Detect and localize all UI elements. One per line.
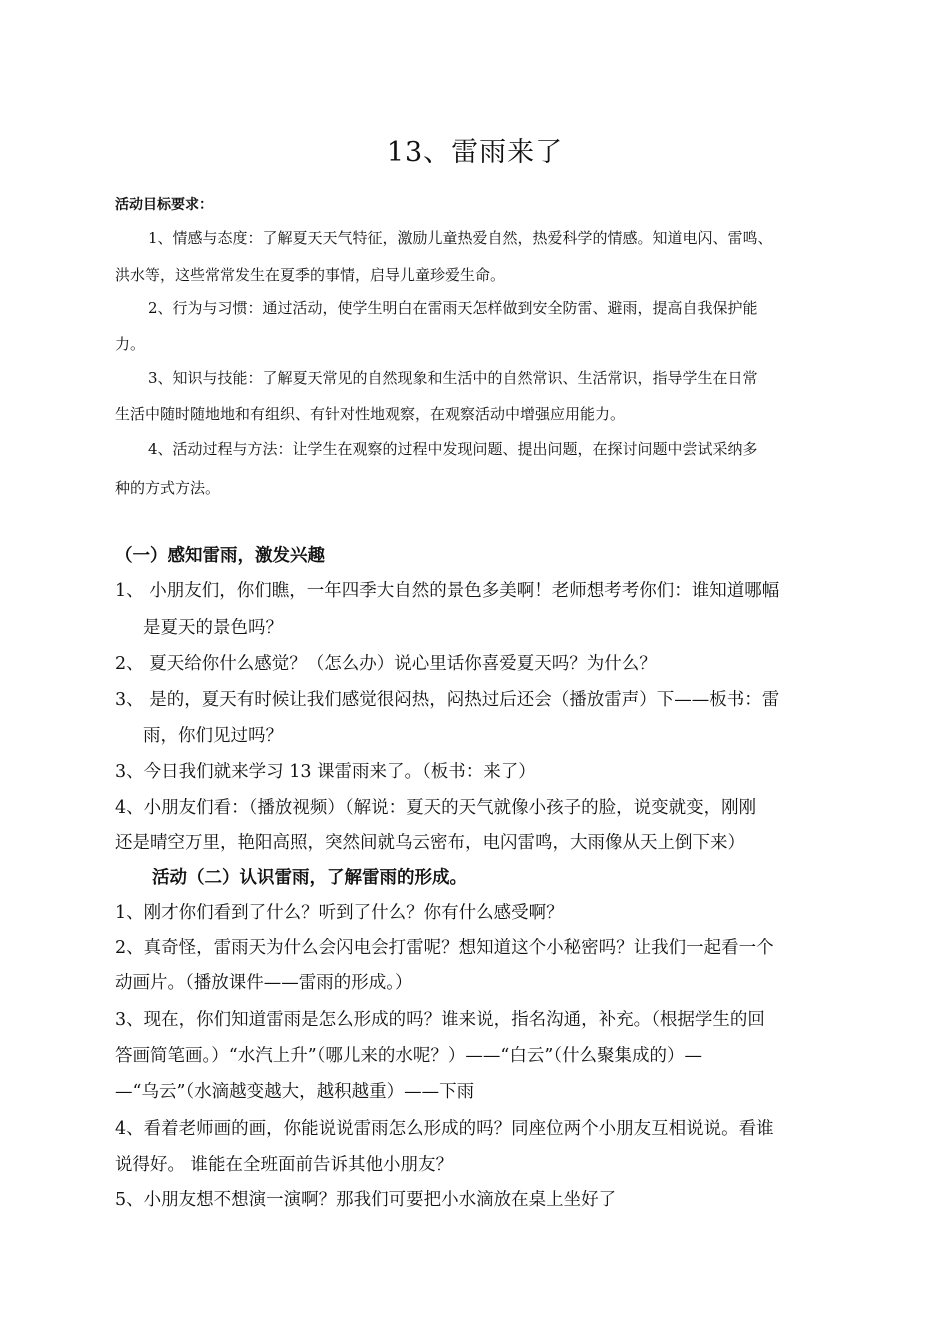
section-2-item-2-line-2: 动画片。（播放课件——雷雨的形成。） [115, 973, 413, 993]
section-2-item-4-line-1: 4、看着老师画的画，你能说说雷雨怎么形成的吗？同座位两个小朋友互相说说。看谁 [115, 1119, 774, 1139]
goal-1-line-2: 洪水等，这些常常发生在夏季的事情，启导儿童珍爱生命。 [115, 266, 506, 284]
section-1-item-1-line-1: 1、 小朋友们，你们瞧，一年四季大自然的景色多美啊！老师想考考你们：谁知道哪幅 [115, 581, 780, 601]
goals-heading: 活动目标要求： [115, 197, 213, 213]
goal-3-line-2: 生活中随时随地地和有组织、有针对性地观察，在观察活动中增强应用能力。 [115, 405, 626, 423]
section-2-item-2-line-1: 2、真奇怪，雷雨天为什么会闪电会打雷呢？想知道这个小秘密吗？让我们一起看一个 [115, 938, 774, 958]
goal-3-line-1: 3、知识与技能：了解夏天常见的自然现象和生活中的自然常识、生活常识，指导学生在日常 [148, 369, 758, 387]
goal-2-line-2: 力。 [115, 335, 146, 353]
section-1-item-5-line-2: 还是晴空万里，艳阳高照，突然间就乌云密布，电闪雷鸣，大雨像从天上倒下来） [115, 833, 745, 853]
section-1-item-3-line-1: 3、 是的，夏天有时候让我们感觉很闷热，闷热过后还会（播放雷声）下——板书：雷 [115, 690, 780, 710]
section-1-item-3-line-2: 雨，你们见过吗？ [143, 726, 283, 746]
section-2-item-1: 1、刚才你们看到了什么？听到了什么？你有什么感受啊？ [115, 903, 564, 923]
section-2-item-5: 5、小朋友想不想演一演啊？那我们可要把小水滴放在桌上坐好了 [115, 1190, 617, 1210]
goal-1-line-1: 1、情感与态度：了解夏天天气特征，激励儿童热爱自然，热爱科学的情感。知道电闪、雷鸣、 [148, 229, 773, 247]
section-1-item-4: 3、今日我们就来学习 13 课雷雨来了。（板书：来了） [115, 762, 536, 782]
section-2-item-3-line-3: —“乌云”（水滴越变越大，越积越重）——下雨 [115, 1082, 475, 1102]
section-1-item-2: 2、 夏天给你什么感觉？（怎么办）说心里话你喜爱夏天吗？为什么？ [115, 654, 657, 674]
section-2-heading: 活动（二）认识雷雨，了解雷雨的形成。 [152, 868, 467, 888]
section-1-item-1-line-2: 是夏天的景色吗？ [143, 618, 283, 638]
section-2-item-4-line-2: 说得好。 谁能在全班面前告诉其他小朋友？ [115, 1155, 454, 1175]
section-1-item-5-line-1: 4、小朋友们看：（播放视频）（解说：夏天的天气就像小孩子的脸，说变就变，刚刚 [115, 798, 757, 818]
goal-2-line-1: 2、行为与习惯：通过活动，使学生明白在雷雨天怎样做到安全防雷、避雨，提高自我保护能 [148, 299, 758, 317]
goal-4-line-2: 种的方式方法。 [115, 479, 221, 497]
section-2-item-3-line-1: 3、现在，你们知道雷雨是怎么形成的吗？谁来说，指名沟通，补充。（根据学生的回 [115, 1010, 765, 1030]
document-title: 13、雷雨来了 [386, 137, 564, 168]
section-1-heading: （一）感知雷雨，激发兴趣 [115, 546, 325, 566]
goal-4-line-1: 4、活动过程与方法：让学生在观察的过程中发现问题、提出问题，在探讨问题中尝试采纳多 [148, 440, 758, 458]
section-2-item-3-line-2: 答画简笔画。）“水汽上升”（哪儿来的水呢？）——“白云”（什么聚集成的）— [115, 1046, 703, 1066]
